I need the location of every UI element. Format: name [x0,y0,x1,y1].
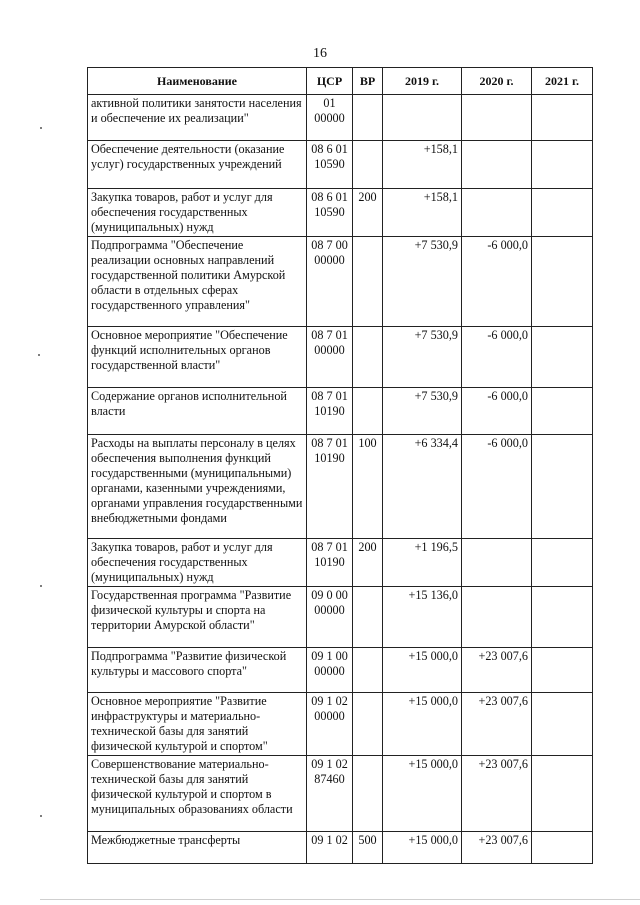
row-2021 [532,189,593,237]
column-header-2019: 2019 г. [383,68,462,95]
row-2019: +15 136,0 [383,587,462,648]
row-vr [353,693,383,756]
row-2021 [532,435,593,539]
row-vr [353,648,383,693]
row-2019: +15 000,0 [383,693,462,756]
table-header-row [88,68,593,95]
row-2019: +6 334,4 [383,435,462,539]
row-2020: +23 007,6 [462,648,532,693]
row-name: Основное мероприятие "Развитие инфраструктуры и материально-технической базы для занятий физической культурой и спортом" [88,693,307,756]
column-header-vr: ВР [353,68,383,95]
column-header-2020: 2020 г. [462,68,532,95]
row-2020 [462,539,532,587]
row-2021 [532,95,593,141]
table-row [88,648,593,693]
row-vr [353,141,383,189]
row-2019: +15 000,0 [383,832,462,864]
row-csr: 09 0 00 00000 [307,587,353,648]
page-number: 16 [313,46,327,61]
scan-speck [38,354,40,356]
row-2019: +15 000,0 [383,648,462,693]
row-2019 [383,95,462,141]
table-row [88,756,593,832]
row-2020: -6 000,0 [462,237,532,327]
row-csr: 09 1 02 00000 [307,693,353,756]
row-vr: 200 [353,539,383,587]
table-row [88,388,593,435]
row-name: Подпрограмма "Обеспечение реализации основных направлений государственной политики Амурской области в отдельных сферах государственного управления" [88,237,307,327]
row-2019: +1 196,5 [383,539,462,587]
row-name: Закупка товаров, работ и услуг для обеспечения государственных (муниципальных) нужд [88,539,307,587]
row-2020: +23 007,6 [462,756,532,832]
row-name: Совершенствование материально-технической базы для занятий физической культурой и спортом в муниципальных образованиях области [88,756,307,832]
row-vr [353,756,383,832]
column-header-2021: 2021 г. [532,68,593,95]
row-name: Содержание органов исполнительной власти [88,388,307,435]
column-header-csr: ЦСР [307,68,353,95]
row-name: Государственная программа "Развитие физической культуры и спорта на территории Амурской области" [88,587,307,648]
row-2020 [462,141,532,189]
table-row [88,95,593,141]
row-vr: 100 [353,435,383,539]
row-2021 [532,693,593,756]
row-vr: 500 [353,832,383,864]
row-csr: 08 7 01 00000 [307,327,353,388]
scan-speck [40,127,42,129]
table-row [88,693,593,756]
row-csr: 08 6 01 10590 [307,141,353,189]
table-row [88,189,593,237]
row-csr: 08 7 01 10190 [307,435,353,539]
row-2019: +158,1 [383,141,462,189]
row-2020 [462,587,532,648]
row-name: активной политики занятости населения и обеспечение их реализации" [88,95,307,141]
budget-table [87,67,593,864]
row-2021 [532,587,593,648]
scan-edge-line [40,899,640,900]
scan-speck [40,815,42,817]
row-2021 [532,388,593,435]
row-csr: 08 7 01 10190 [307,388,353,435]
row-2021 [532,141,593,189]
scan-speck [40,585,42,587]
table-row [88,237,593,327]
row-vr [353,388,383,435]
row-name: Расходы на выплаты персоналу в целях обеспечения выполнения функций государственными (муниципальными) органами, казенными учреждениями, органами управления государственными внебюджетными фондами [88,435,307,539]
row-vr [353,237,383,327]
row-vr: 200 [353,189,383,237]
row-2020: -6 000,0 [462,388,532,435]
row-2019: +15 000,0 [383,756,462,832]
row-csr: 08 7 00 00000 [307,237,353,327]
table-row [88,327,593,388]
row-2019: +7 530,9 [383,237,462,327]
row-2020: +23 007,6 [462,693,532,756]
row-2021 [532,648,593,693]
row-name: Закупка товаров, работ и услуг для обеспечения государственных (муниципальных) нужд [88,189,307,237]
table-row [88,587,593,648]
row-2021 [532,756,593,832]
row-csr: 09 1 00 00000 [307,648,353,693]
row-vr [353,327,383,388]
row-csr: 09 1 02 87460 [307,756,353,832]
table-row [88,141,593,189]
table-row [88,832,593,864]
row-2021 [532,327,593,388]
column-header-name: Наименование [88,68,307,95]
row-2021 [532,237,593,327]
row-name: Обеспечение деятельности (оказание услуг) государственных учреждений [88,141,307,189]
row-name: Основное мероприятие "Обеспечение функций исполнительных органов государственной власти" [88,327,307,388]
table-row [88,539,593,587]
row-vr [353,587,383,648]
row-csr: 01 00000 [307,95,353,141]
table-row [88,435,593,539]
row-csr: 08 6 01 10590 [307,189,353,237]
row-2019: +7 530,9 [383,327,462,388]
row-name: Подпрограмма "Развитие физической культуры и массового спорта" [88,648,307,693]
row-2019: +158,1 [383,189,462,237]
row-2020 [462,95,532,141]
row-vr [353,95,383,141]
row-csr: 08 7 01 10190 [307,539,353,587]
row-csr: 09 1 02 [307,832,353,864]
row-2020: -6 000,0 [462,327,532,388]
row-2020: -6 000,0 [462,435,532,539]
row-2020 [462,189,532,237]
row-name: Межбюджетные трансферты [88,832,307,864]
row-2020: +23 007,6 [462,832,532,864]
row-2021 [532,832,593,864]
row-2021 [532,539,593,587]
row-2019: +7 530,9 [383,388,462,435]
